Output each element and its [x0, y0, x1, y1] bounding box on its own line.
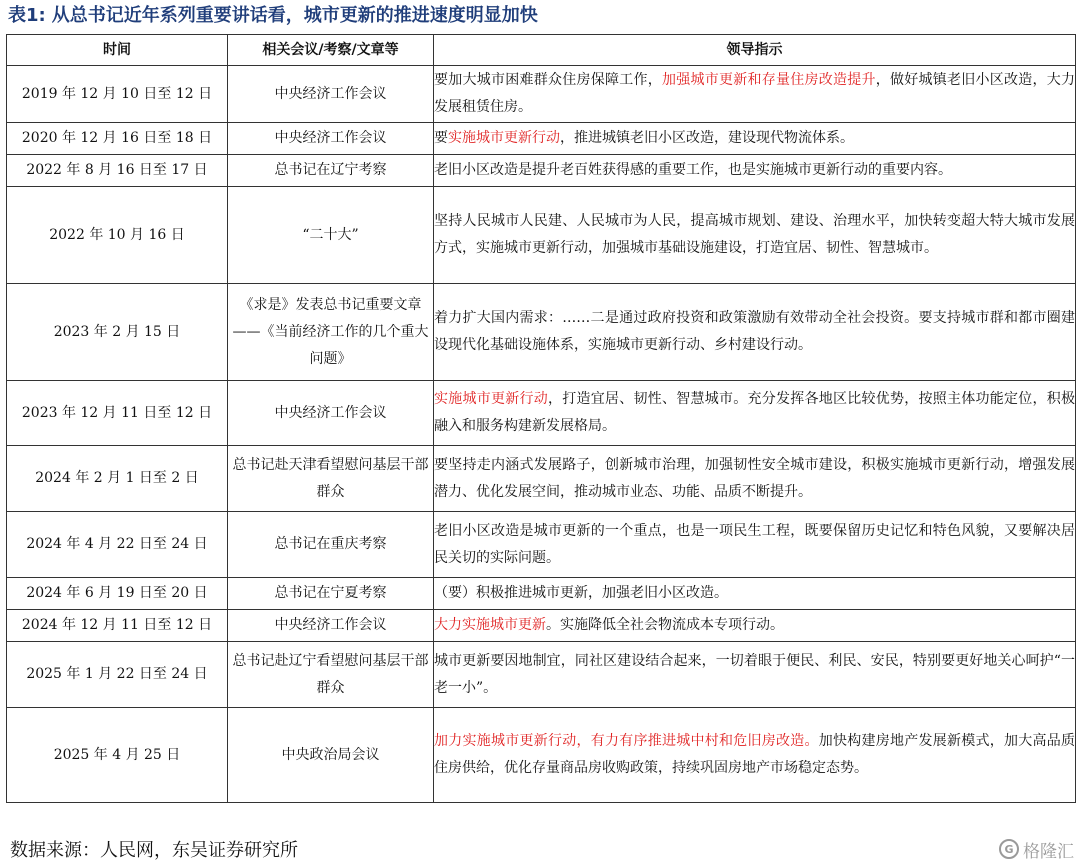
instruction-text: 老旧小区改造是城市更新的一个重点，也是一项民生工程，既要保留历史记忆和特色风貌，又要解决居民关切的实际问题。: [434, 522, 1075, 566]
cell-time: 2020 年 12 月 16 日至 18 日: [7, 123, 228, 155]
instruction-text: 要: [434, 130, 448, 146]
cell-event: 《求是》发表总书记重要文章——《当前经济工作的几个重大问题》: [228, 284, 434, 381]
cell-event: 中央经济工作会议: [228, 66, 434, 123]
cell-instruction: [434, 284, 1076, 381]
table-row: [7, 610, 1076, 642]
instruction-text: 着力扩大国内需求：……二是通过政府投资和政策激励有效带动全社会投资。要支持城市群和都市圈建设现代化基础设施体系，实施城市更新行动、乡村建设行动。: [434, 310, 1075, 353]
table-title-prefix: 表1:: [8, 5, 46, 26]
table-row: [7, 284, 1076, 381]
cell-instruction: [434, 446, 1076, 512]
cell-event: 中央经济工作会议: [228, 123, 434, 155]
table-row: [7, 66, 1076, 123]
cell-instruction: [434, 381, 1076, 446]
cell-event: 总书记在重庆考察: [228, 512, 434, 578]
cell-time: 2023 年 2 月 15 日: [7, 284, 228, 381]
cell-instruction: [434, 155, 1076, 187]
table-row: [7, 446, 1076, 512]
highlighted-text: 大力实施城市更新: [434, 617, 546, 633]
cell-time: 2019 年 12 月 10 日至 12 日: [7, 66, 228, 123]
highlighted-text: 加强城市更新和存量住房改造提升: [662, 72, 876, 88]
instruction-text: ，做好城镇老旧小区改造，大力发展租赁住房。: [434, 72, 1075, 115]
watermark: [999, 836, 1074, 862]
cell-event: 中央政治局会议: [228, 708, 434, 803]
table-body: [7, 66, 1076, 803]
cell-time: 2022 年 8 月 16 日至 17 日: [7, 155, 228, 187]
table-row: [7, 642, 1076, 708]
instruction-text: 要坚持走内涵式发展路子，创新城市治理，加强韧性安全城市建设，积极实施城市更新行动，增强发展潜力、优化发展空间，推动城市业态、功能、品质不断提升。: [434, 456, 1075, 500]
table-row: [7, 187, 1076, 284]
table-row: [7, 512, 1076, 578]
instruction-text: 城市更新要因地制宜，同社区建设结合起来，一切着眼于便民、利民、安民，特别要更好地关心呵护“一老一小”。: [434, 652, 1075, 696]
instruction-text: 加快构建房地产发展新模式，加大高品质住房供给，优化存量商品房收购政策，持续巩固房地产市场稳定态势。: [434, 733, 1075, 776]
cell-time: 2024 年 12 月 11 日至 12 日: [7, 610, 228, 642]
cell-time: 2024 年 4 月 22 日至 24 日: [7, 512, 228, 578]
cell-instruction: [434, 187, 1076, 284]
table-row: [7, 123, 1076, 155]
cell-event: “二十大”: [228, 187, 434, 284]
cell-event: 总书记在宁夏考察: [228, 578, 434, 610]
cell-event: 总书记赴天津看望慰问基层干部群众: [228, 446, 434, 512]
table-title-text: 从总书记近年系列重要讲话看，城市更新的推进速度明显加快: [51, 5, 538, 26]
table-row: [7, 708, 1076, 803]
instruction-text: 。实施降低全社会物流成本专项行动。: [546, 617, 784, 633]
cell-event: 中央经济工作会议: [228, 610, 434, 642]
cell-event: 中央经济工作会议: [228, 381, 434, 446]
watermark-logo-icon: G: [999, 839, 1019, 859]
table-title: [8, 2, 1068, 32]
highlighted-text: 实施城市更新行动: [448, 130, 560, 146]
header-event: 相关会议/考察/文章等: [228, 35, 434, 66]
cell-instruction: [434, 642, 1076, 708]
cell-time: 2025 年 1 月 22 日至 24 日: [7, 642, 228, 708]
cell-instruction: [434, 610, 1076, 642]
table-row: [7, 155, 1076, 187]
cell-instruction: [434, 512, 1076, 578]
cell-instruction: [434, 708, 1076, 803]
cell-event: 总书记赴辽宁看望慰问基层干部群众: [228, 642, 434, 708]
header-time: 时间: [7, 35, 228, 66]
cell-instruction: [434, 123, 1076, 155]
instruction-text: ，打造宜居、韧性、智慧城市。充分发挥各地区比较优势，按照主体功能定位，积极融入和服务构建新发展格局。: [434, 391, 1075, 434]
watermark-brand: 格隆汇: [1023, 841, 1074, 862]
instruction-text: 坚持人民城市人民建、人民城市为人民，提高城市规划、建设、治理水平，加快转变超大特大城市发展方式，实施城市更新行动，加强城市基础设施建设，打造宜居、韧性、智慧城市。: [434, 213, 1075, 256]
data-source-note: 数据来源：人民网，东吴证券研究所: [10, 840, 298, 861]
table-header-row: [7, 35, 1076, 66]
cell-event: 总书记在辽宁考察: [228, 155, 434, 187]
instruction-text: 老旧小区改造是提升老百姓获得感的重要工作，也是实施城市更新行动的重要内容。: [434, 162, 952, 178]
policy-table: [6, 34, 1076, 803]
table-row: [7, 381, 1076, 446]
instruction-text: ，推进城镇老旧小区改造，建设现代物流体系。: [560, 130, 854, 146]
highlighted-text: 加力实施城市更新行动，有力有序推进城中村和危旧房改造。: [434, 733, 819, 749]
cell-time: 2024 年 6 月 19 日至 20 日: [7, 578, 228, 610]
cell-time: 2022 年 10 月 16 日: [7, 187, 228, 284]
cell-time: 2024 年 2 月 1 日至 2 日: [7, 446, 228, 512]
cell-instruction: [434, 578, 1076, 610]
header-instruction: 领导指示: [434, 35, 1076, 66]
cell-instruction: [434, 66, 1076, 123]
cell-time: 2023 年 12 月 11 日至 12 日: [7, 381, 228, 446]
instruction-text: （要）积极推进城市更新，加强老旧小区改造。: [434, 585, 728, 601]
cell-time: 2025 年 4 月 25 日: [7, 708, 228, 803]
instruction-text: 要加大城市困难群众住房保障工作，: [434, 72, 662, 88]
highlighted-text: 实施城市更新行动: [434, 391, 548, 407]
table-row: [7, 578, 1076, 610]
